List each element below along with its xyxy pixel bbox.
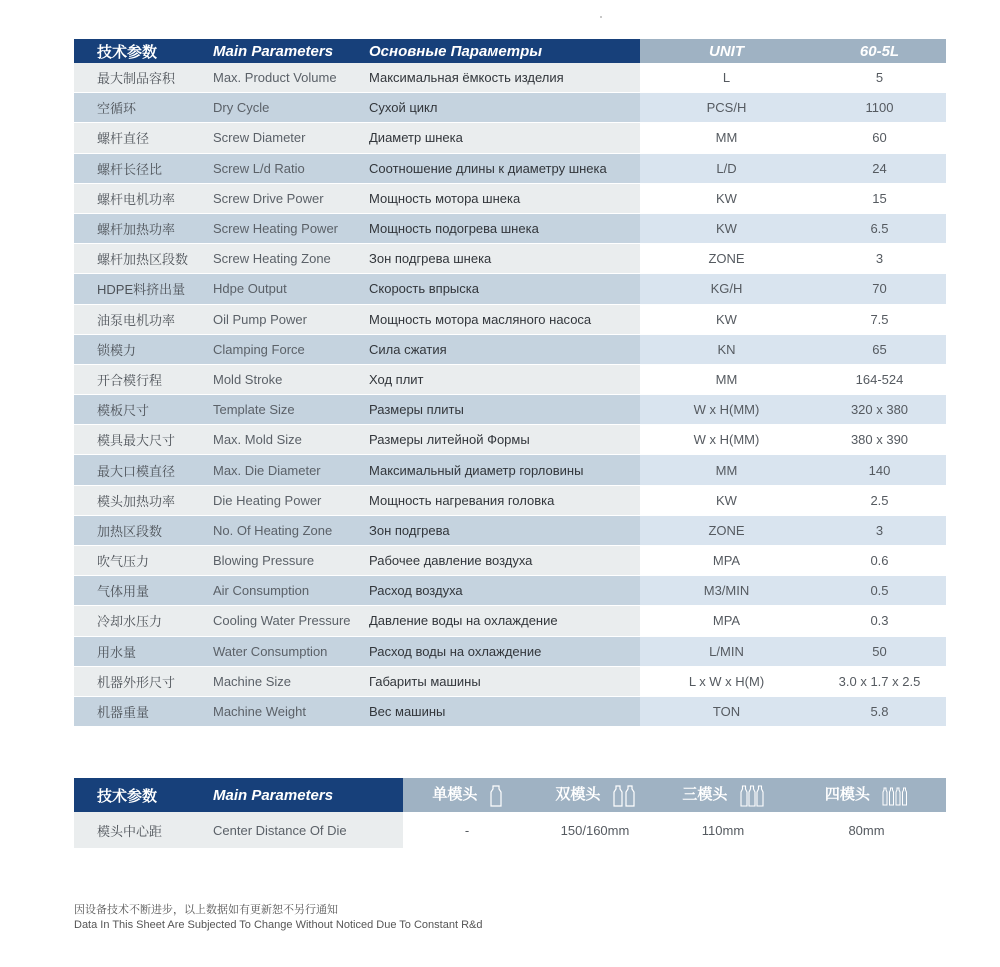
die-header-en: Main Parameters bbox=[205, 778, 403, 812]
param-ru: Зон подгрева шнека bbox=[366, 244, 640, 274]
param-en: Template Size bbox=[205, 395, 366, 425]
param-en: Hdpe Output bbox=[205, 274, 366, 304]
param-value: 70 bbox=[813, 274, 946, 304]
die-table-row bbox=[74, 812, 946, 848]
table-row bbox=[74, 515, 946, 545]
param-cn: 空循环 bbox=[74, 93, 205, 123]
param-ru: Максимальный диаметр горловины bbox=[366, 455, 640, 485]
param-cn: 锁模力 bbox=[74, 334, 205, 364]
param-en: Max. Mold Size bbox=[205, 425, 366, 455]
footnote bbox=[74, 903, 482, 933]
table-row bbox=[74, 63, 946, 93]
param-en: Air Consumption bbox=[205, 576, 366, 606]
die-header-single bbox=[403, 778, 531, 812]
header-unit: UNIT bbox=[640, 39, 813, 63]
die-header-double bbox=[531, 778, 659, 812]
param-unit: L/MIN bbox=[640, 636, 813, 666]
die-header-single-label: 单模头 bbox=[432, 786, 478, 804]
param-cn: 螺杆直径 bbox=[74, 123, 205, 153]
param-cn: 加热区段数 bbox=[74, 515, 205, 545]
param-en: Screw Diameter bbox=[205, 123, 366, 153]
table-row bbox=[74, 304, 946, 334]
param-unit: ZONE bbox=[640, 515, 813, 545]
table-row bbox=[74, 576, 946, 606]
param-ru: Скорость впрыска bbox=[366, 274, 640, 304]
die-header-cn: 技术参数 bbox=[74, 778, 205, 812]
stray-dot bbox=[600, 16, 602, 18]
die-value-quad: 80mm bbox=[848, 822, 885, 838]
table-row bbox=[74, 606, 946, 636]
param-unit: MM bbox=[640, 123, 813, 153]
table-row bbox=[74, 546, 946, 576]
param-cn: 吹气压力 bbox=[74, 546, 205, 576]
die-distance-table bbox=[74, 778, 946, 848]
param-en: Dry Cycle bbox=[205, 93, 366, 123]
table-row bbox=[74, 213, 946, 243]
param-value: 380 x 390 bbox=[813, 425, 946, 455]
die-header-triple-label: 三模头 bbox=[682, 786, 728, 804]
main-table-header-row bbox=[74, 39, 946, 63]
die-row-cn: 模头中心距 bbox=[74, 812, 205, 848]
param-ru: Размеры литейной Формы bbox=[366, 425, 640, 455]
table-row bbox=[74, 455, 946, 485]
param-ru: Мощность мотора шнека bbox=[366, 183, 640, 213]
param-value: 24 bbox=[813, 153, 946, 183]
param-unit: W x H(MM) bbox=[640, 395, 813, 425]
param-ru: Ход плит bbox=[366, 364, 640, 394]
param-value: 320 x 380 bbox=[813, 395, 946, 425]
header-model: 60-5L bbox=[813, 39, 946, 63]
die-value-double: 150/160mm bbox=[560, 822, 630, 838]
param-value: 1100 bbox=[813, 93, 946, 123]
param-cn: 冷却水压力 bbox=[74, 606, 205, 636]
param-value: 7.5 bbox=[813, 304, 946, 334]
table-row bbox=[74, 274, 946, 304]
param-en: Screw Drive Power bbox=[205, 183, 366, 213]
triple-bottle-icon bbox=[740, 785, 764, 807]
param-value: 5 bbox=[813, 63, 946, 93]
table-row bbox=[74, 485, 946, 515]
param-en: Die Heating Power bbox=[205, 485, 366, 515]
param-unit: L x W x H(M) bbox=[640, 666, 813, 696]
param-value: 140 bbox=[813, 455, 946, 485]
param-en: Machine Weight bbox=[205, 696, 366, 726]
table-row bbox=[74, 153, 946, 183]
header-cn: 技术参数 bbox=[74, 39, 205, 63]
param-value: 2.5 bbox=[813, 485, 946, 515]
param-en: Clamping Force bbox=[205, 334, 366, 364]
double-bottle-icon bbox=[613, 785, 635, 807]
table-row bbox=[74, 244, 946, 274]
param-unit: KW bbox=[640, 485, 813, 515]
param-cn: 模头加热功率 bbox=[74, 485, 205, 515]
param-cn: 螺杆长径比 bbox=[74, 153, 205, 183]
table-row bbox=[74, 334, 946, 364]
param-ru: Расход воды на охлаждение bbox=[366, 636, 640, 666]
param-cn: 螺杆电机功率 bbox=[74, 183, 205, 213]
param-en: Mold Stroke bbox=[205, 364, 366, 394]
header-ru: Основные Параметры bbox=[366, 39, 640, 63]
param-unit: MPA bbox=[640, 546, 813, 576]
param-ru: Соотношение длины к диаметру шнека bbox=[366, 153, 640, 183]
param-value: 60 bbox=[813, 123, 946, 153]
param-cn: 开合模行程 bbox=[74, 364, 205, 394]
param-unit: KW bbox=[640, 304, 813, 334]
param-cn: 机器外形尺寸 bbox=[74, 666, 205, 696]
param-unit: KW bbox=[640, 213, 813, 243]
die-header-triple bbox=[659, 778, 787, 812]
main-table-body bbox=[74, 63, 946, 727]
table-row bbox=[74, 93, 946, 123]
param-unit: KN bbox=[640, 334, 813, 364]
param-ru: Давление воды на охлаждение bbox=[366, 606, 640, 636]
param-cn: 机器重量 bbox=[74, 696, 205, 726]
param-value: 6.5 bbox=[813, 213, 946, 243]
param-en: Screw Heating Power bbox=[205, 213, 366, 243]
param-unit: MM bbox=[640, 364, 813, 394]
param-unit: W x H(MM) bbox=[640, 425, 813, 455]
table-row bbox=[74, 696, 946, 726]
param-value: 0.3 bbox=[813, 606, 946, 636]
param-en: Screw L/d Ratio bbox=[205, 153, 366, 183]
param-cn: HDPE料挤出量 bbox=[74, 274, 205, 304]
param-value: 65 bbox=[813, 334, 946, 364]
header-en: Main Parameters bbox=[205, 39, 366, 63]
param-value: 3.0 x 1.7 x 2.5 bbox=[813, 666, 946, 696]
param-en: No. Of Heating Zone bbox=[205, 515, 366, 545]
param-unit: L bbox=[640, 63, 813, 93]
param-en: Machine Size bbox=[205, 666, 366, 696]
param-value: 164-524 bbox=[813, 364, 946, 394]
die-row-en: Center Distance Of Die bbox=[205, 812, 403, 848]
table-row bbox=[74, 636, 946, 666]
param-unit: KW bbox=[640, 183, 813, 213]
param-value: 3 bbox=[813, 244, 946, 274]
table-row bbox=[74, 666, 946, 696]
param-unit: MPA bbox=[640, 606, 813, 636]
param-unit: MM bbox=[640, 455, 813, 485]
param-en: Blowing Pressure bbox=[205, 546, 366, 576]
param-ru: Сухой цикл bbox=[366, 93, 640, 123]
param-ru: Габариты машины bbox=[366, 666, 640, 696]
param-cn: 最大制品容积 bbox=[74, 63, 205, 93]
param-ru: Сила сжатия bbox=[366, 334, 640, 364]
param-ru: Мощность подогрева шнека bbox=[366, 213, 640, 243]
param-unit: TON bbox=[640, 696, 813, 726]
param-value: 3 bbox=[813, 515, 946, 545]
param-cn: 模板尺寸 bbox=[74, 395, 205, 425]
single-bottle-icon bbox=[490, 785, 502, 807]
param-ru: Расход воздуха bbox=[366, 576, 640, 606]
param-unit: ZONE bbox=[640, 244, 813, 274]
param-unit: L/D bbox=[640, 153, 813, 183]
param-value: 50 bbox=[813, 636, 946, 666]
param-ru: Мощность нагревания головка bbox=[366, 485, 640, 515]
param-ru: Максимальная ёмкость изделия bbox=[366, 63, 640, 93]
param-ru: Размеры плиты bbox=[366, 395, 640, 425]
die-header-double-label: 双模头 bbox=[555, 786, 601, 804]
table-row bbox=[74, 395, 946, 425]
param-en: Max. Die Diameter bbox=[205, 455, 366, 485]
param-value: 0.6 bbox=[813, 546, 946, 576]
table-row bbox=[74, 183, 946, 213]
param-cn: 油泵电机功率 bbox=[74, 304, 205, 334]
param-unit: KG/H bbox=[640, 274, 813, 304]
table-row bbox=[74, 123, 946, 153]
param-cn: 螺杆加热区段数 bbox=[74, 244, 205, 274]
param-cn: 气体用量 bbox=[74, 576, 205, 606]
die-table-header-row bbox=[74, 778, 946, 812]
die-value-single: - bbox=[464, 822, 470, 838]
main-parameters-table bbox=[74, 39, 946, 727]
param-value: 5.8 bbox=[813, 696, 946, 726]
footnote-cn: 因设备技术不断进步，以上数据如有更新恕不另行通知 bbox=[74, 904, 338, 916]
param-ru: Мощность мотора масляного насоса bbox=[366, 304, 640, 334]
param-cn: 模具最大尺寸 bbox=[74, 425, 205, 455]
table-row bbox=[74, 425, 946, 455]
param-ru: Вес машины bbox=[366, 696, 640, 726]
param-unit: M3/MIN bbox=[640, 576, 813, 606]
param-en: Water Consumption bbox=[205, 636, 366, 666]
param-value: 15 bbox=[813, 183, 946, 213]
die-header-quad bbox=[787, 778, 946, 812]
quad-bottle-icon bbox=[882, 785, 908, 807]
param-ru: Рабочее давление воздуха bbox=[366, 546, 640, 576]
footnote-en: Data In This Sheet Are Subjected To Change Without Noticed Due To Constant R&d bbox=[74, 919, 483, 931]
table-row bbox=[74, 364, 946, 394]
die-header-quad-label: 四模头 bbox=[824, 786, 870, 804]
param-ru: Зон подгрева bbox=[366, 515, 640, 545]
die-value-triple: 110mm bbox=[701, 822, 745, 838]
param-en: Screw Heating Zone bbox=[205, 244, 366, 274]
param-en: Oil Pump Power bbox=[205, 304, 366, 334]
param-en: Cooling Water Pressure bbox=[205, 606, 366, 636]
param-en: Max. Product Volume bbox=[205, 63, 366, 93]
param-value: 0.5 bbox=[813, 576, 946, 606]
param-unit: PCS/H bbox=[640, 93, 813, 123]
param-cn: 用水量 bbox=[74, 636, 205, 666]
param-cn: 螺杆加热功率 bbox=[74, 213, 205, 243]
param-cn: 最大口模直径 bbox=[74, 455, 205, 485]
param-ru: Диаметр шнека bbox=[366, 123, 640, 153]
